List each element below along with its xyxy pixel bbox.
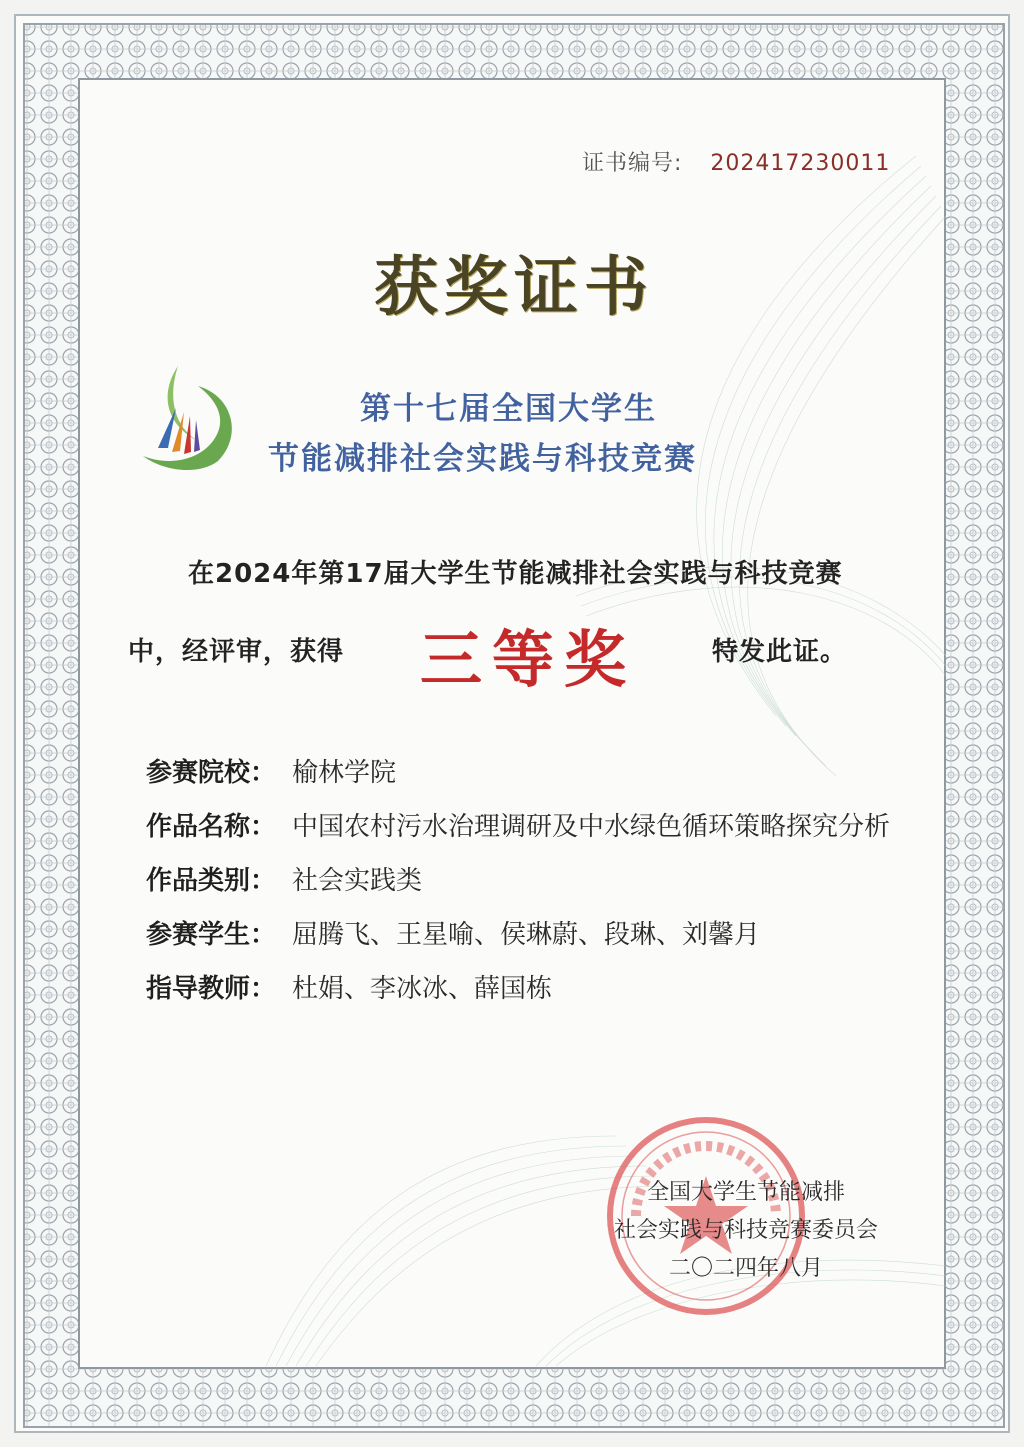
detail-label: 参赛学生： bbox=[146, 920, 277, 950]
competition-line-2: 节能减排社会实践与科技竞赛 bbox=[268, 441, 697, 477]
page-title: 获奖证书 bbox=[374, 251, 654, 325]
issuer-line-1: 全国大学生节能减排 bbox=[646, 1180, 845, 1205]
statement-line-1: 在2024年第17届大学生节能减排社会实践与科技竞赛 bbox=[188, 559, 843, 589]
certificate-details bbox=[146, 746, 926, 1016]
detail-value: 屈腾飞、王星喻、侯琳蔚、段琳、刘馨月 bbox=[292, 920, 761, 950]
statement-line-2-suffix: 特发此证。 bbox=[712, 637, 848, 667]
issuer-block bbox=[556, 1174, 936, 1288]
certificate-number-value: 202417230011 bbox=[710, 151, 891, 176]
issue-date: 二〇二四年八月 bbox=[668, 1256, 823, 1281]
statement-line-2-prefix: 中，经评审，获得 bbox=[128, 637, 345, 667]
detail-label: 指导教师： bbox=[146, 974, 277, 1004]
competition-line-1: 第十七届全国大学生 bbox=[360, 391, 657, 427]
detail-value: 榆林学院 bbox=[292, 758, 397, 788]
detail-label: 参赛院校： bbox=[146, 758, 277, 788]
detail-value: 中国农村污水治理调研及中水绿色循环策略探究分析 bbox=[292, 812, 891, 842]
certificate-number bbox=[582, 146, 890, 177]
detail-label: 作品类别： bbox=[146, 866, 277, 896]
detail-row-school bbox=[146, 746, 926, 800]
detail-label: 作品名称： bbox=[146, 812, 277, 842]
issuer-line-2: 社会实践与科技竞赛委员会 bbox=[613, 1218, 878, 1243]
award-level: 三等奖 bbox=[420, 623, 637, 696]
competition-logo-icon bbox=[138, 356, 248, 481]
detail-row-category bbox=[146, 854, 926, 908]
detail-value: 社会实践类 bbox=[292, 866, 423, 896]
detail-value: 杜娟、李冰冰、薛国栋 bbox=[292, 974, 553, 1004]
detail-row-students bbox=[146, 908, 926, 962]
detail-row-project bbox=[146, 800, 926, 854]
certificate-number-label: 证书编号: bbox=[582, 151, 683, 176]
competition-name bbox=[266, 384, 886, 484]
detail-row-advisors bbox=[146, 962, 926, 1016]
certificate bbox=[14, 14, 1010, 1433]
